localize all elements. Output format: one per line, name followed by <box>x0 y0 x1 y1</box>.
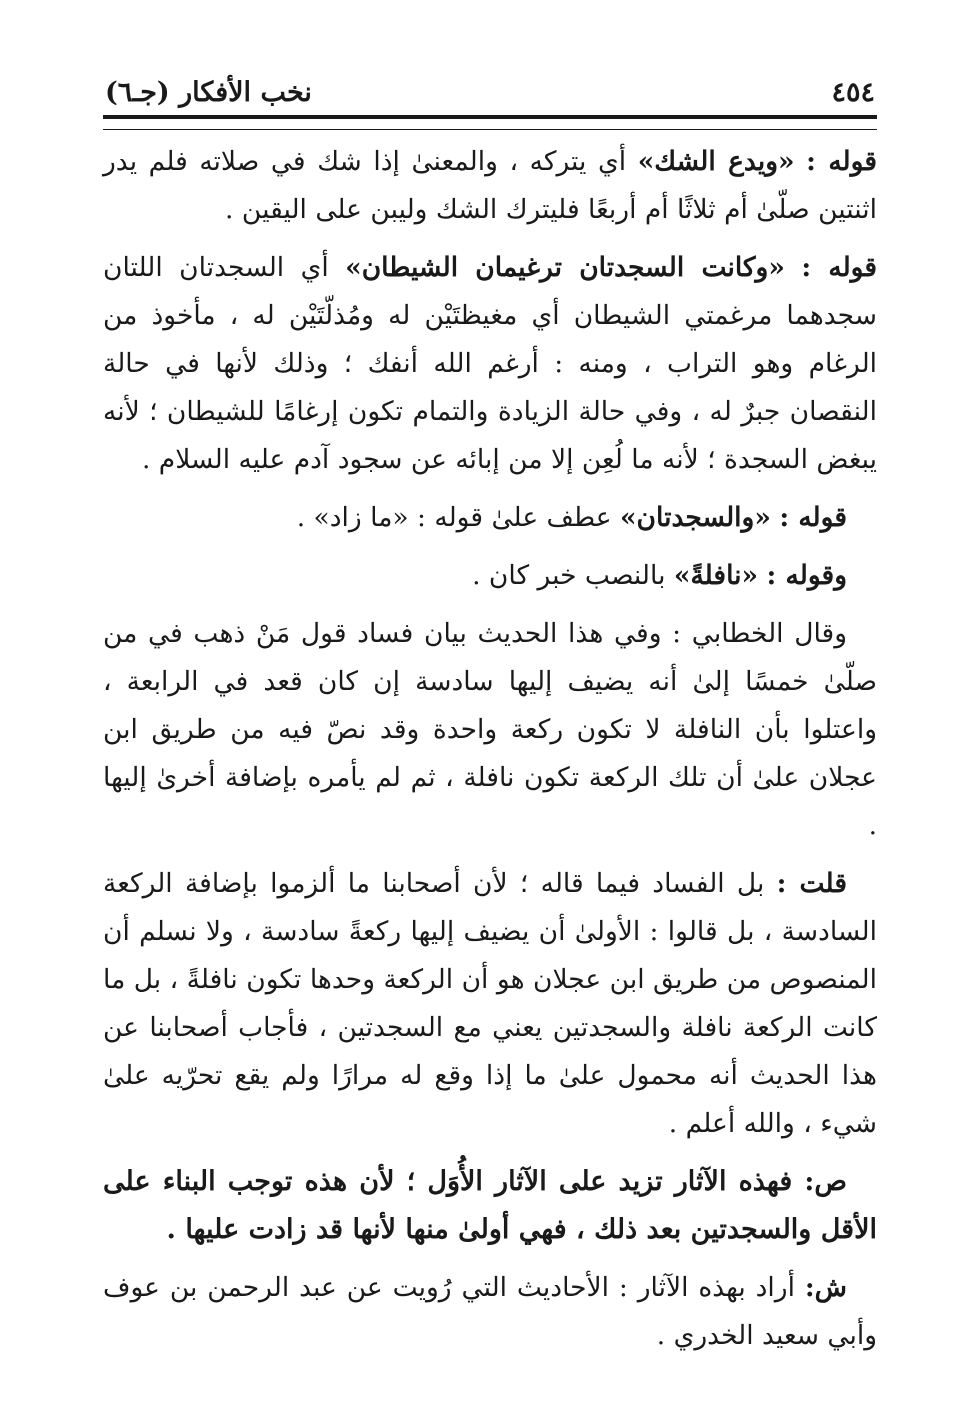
paragraph-keyword: قوله : <box>779 502 847 533</box>
running-head <box>105 72 875 112</box>
paragraph-keyword: قوله : <box>806 146 877 177</box>
paragraph-matn <box>103 1158 877 1254</box>
paragraph-text: عطف علىٰ قوله : «ما زاد» . <box>296 502 620 533</box>
quoted-phrase: «وكانت السجدتان ترغيمان الشيطان» <box>345 252 785 283</box>
quoted-phrase: «ويدع الشك» <box>637 146 795 177</box>
paragraph-waday-al-shakk <box>103 138 877 234</box>
book-title: نخب الأفكار (جـ٦) <box>105 76 312 108</box>
quoted-phrase: «نافلةً» <box>673 560 759 591</box>
paragraph-wal-sajdatan <box>103 494 877 542</box>
matn-marker: ص: <box>804 1166 847 1197</box>
paragraph-text: أي السجدتان اللتان سجدهما مرغمتي الشيطان أي مغيظتَيْن له ومُذلّتَيْن له ، مأخوذ من الرغام وهو التراب ، ومنه : أرغم الله أنفك ؛ وذلك لأنها في حالة النقصان جبرٌ له ، وفي حالة الزيادة والتمام تكون إرغامًا للشيطان ؛ لأنه يبغض السجدة ؛ لأنه ما لُعِن إلا من إبائه عن سجود آدم عليه السلام . <box>103 252 877 475</box>
paragraph-text: أي يتركه ، والمعنىٰ إذا شك في صلاته فلم يدر اثنتين صلّىٰ أم ثلاثًا أم أربعًا فليترك الشك وليبن على اليقين . <box>103 146 877 225</box>
paragraph-khattabi <box>103 610 877 850</box>
paragraph-text: بالنصب خبر كان . <box>472 560 674 591</box>
paragraph-sharh <box>103 1264 877 1360</box>
page-number: ٤٥٤ <box>831 76 875 108</box>
paragraph-text: بل الفساد فيما قاله ؛ لأن أصحابنا ما ألزموا بإضافة الركعة السادسة ، بل قالوا : الأولىٰ أن يضيف إليها ركعةً سادسة ، ولا نسلم أن المنصوص من طريق ابن عجلان هو أن الركعة وحدها تكون نافلةً ، بل ما كانت الركعة نافلة والسجدتين يعني مع السجدتين ، فأجاب أصحابنا عن هذا الحديث أنه محمول علىٰ ما إذا وقع له مرارًا ولم يقع تحرّيه علىٰ شيء ، والله أعلم . <box>103 868 877 1139</box>
paragraph-sajdatan-targhiman <box>103 244 877 484</box>
paragraph-text: فهذه الآثار تزيد على الآثار الأُوَل ؛ لأن هذه توجب البناء على الأقل والسجدتين بعد ذلك ، فهي أولىٰ منها لأنها قد زادت عليها . <box>103 1166 877 1245</box>
paragraph-keyword: وقوله : <box>766 560 847 591</box>
header-rule <box>103 115 877 130</box>
quoted-phrase: «والسجدتان» <box>619 502 771 533</box>
paragraph-keyword: قلت : <box>776 868 847 899</box>
paragraph-nafilatan <box>103 552 877 600</box>
paragraph-qultu <box>103 860 877 1148</box>
sharh-marker: ش: <box>804 1272 847 1303</box>
paragraph-text: وقال الخطابي : وفي هذا الحديث بيان فساد قول مَنْ ذهب في من صلّىٰ خمسًا إلىٰ أنه يضيف إليها سادسة إن كان قعد في الرابعة ، واعتلوا بأن النافلة لا تكون ركعة واحدة وقد نصّ فيه من طريق ابن عجلان علىٰ أن تلك الركعة تكون نافلة ، ثم لم يأمره بإضافة أخرىٰ إليها . <box>103 618 877 841</box>
paragraph-keyword: قوله : <box>801 252 877 283</box>
body-text <box>103 138 877 1370</box>
paragraph-text: أراد بهذه الآثار : الأحاديث التي رُويت عن عبد الرحمن بن عوف وأبي سعيد الخدري . <box>103 1272 877 1351</box>
